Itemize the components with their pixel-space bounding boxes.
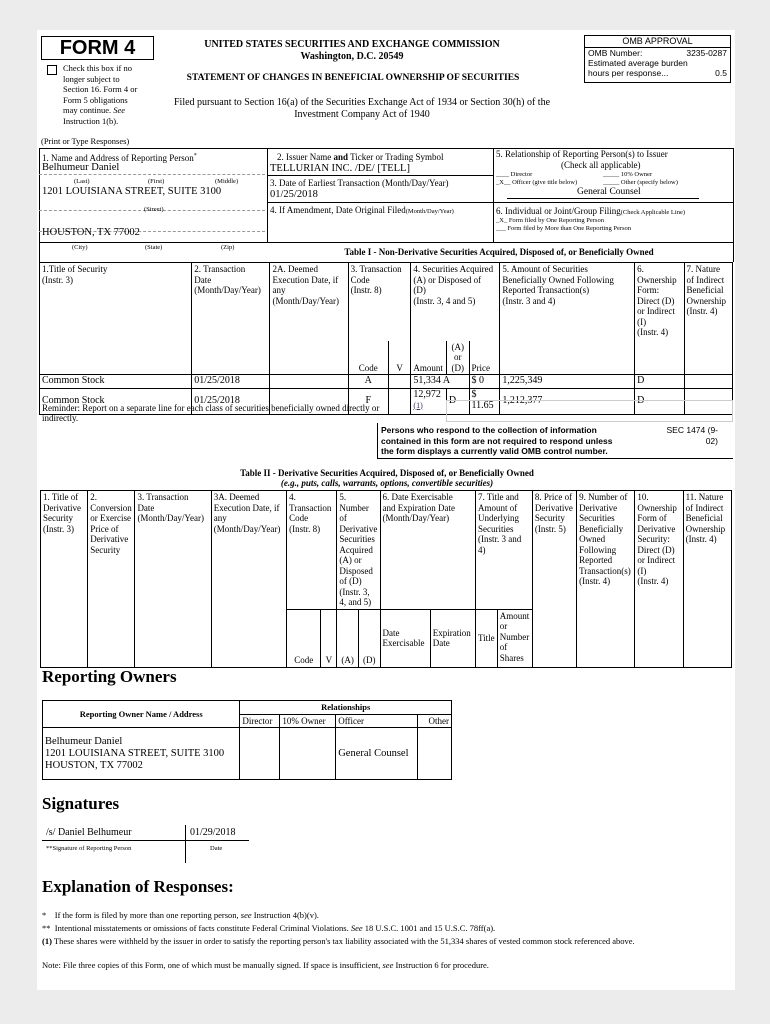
persons-notice: Persons who respond to the collection of information contained in this form are not required to respond unless the form displays a currently valid OMB control number. [381, 425, 613, 456]
form-title-box [41, 36, 154, 60]
first-label: (First) [148, 178, 165, 185]
t1-r2-owned[interactable]: 1,212,377 [500, 389, 635, 415]
t1-r1-form[interactable]: D [635, 375, 684, 389]
footnote-1-link[interactable]: (1) [413, 400, 423, 410]
print-type-note: (Print or Type Responses) [41, 136, 130, 146]
t2-sub-exp: Expiration Date [430, 609, 475, 667]
t2-h3: 3. Transaction Date (Month/Day/Year) [135, 491, 211, 668]
t1-sub-code: Code [348, 341, 388, 375]
t2-h1: 1. Title of Derivative Security (Instr. 3) [41, 491, 88, 668]
t1-r2-aord[interactable]: D [446, 389, 469, 415]
ro-name-col: Reporting Owner Name / Address [43, 701, 240, 728]
t2-sub-amount: Amount or Number of Shares [497, 609, 532, 667]
t1-h2: 2. Transaction Date (Month/Day/Year) [192, 263, 270, 375]
rel-10pct-owner: _____ 10% Owner [603, 171, 653, 178]
omb-number-row: OMB Number: 3235-0287 [588, 48, 727, 58]
reporting-person-name[interactable]: Belhumeur Daniel [42, 162, 120, 173]
table-row [43, 728, 452, 780]
ro-header-row [43, 701, 452, 715]
t2-h7: 7. Title and Amount of Underlying Securities (Instr. 3 and 4) [475, 491, 532, 610]
explanation-heading: Explanation of Responses: [42, 877, 234, 896]
relationship-sub: (Check all applicable) [561, 160, 641, 170]
t2-sub-code: Code [287, 609, 321, 667]
t1-r1-amount-cell[interactable]: 51,334 A [411, 375, 469, 389]
individual-filing-label: 6. Individual or Joint/Group Filing(Check Applicable Line) [496, 206, 686, 216]
signature-label: **Signature of Reporting Person [46, 845, 132, 852]
t2-sub-title: Title [475, 609, 497, 667]
ro-relationships: Relationships [240, 701, 452, 715]
t2-h5: 5. Number of Derivative Securities Acquired (A) or Disposed of (D) (Instr. 3, 4, and 5) [337, 491, 380, 610]
zip-label: (Zip) [221, 244, 235, 251]
t1-sub-aord: (A) or (D) [446, 341, 469, 375]
explanation-footnote-1: (1) These shares were withheld by the issuer in order to satisfy the reporting person's tax liability associated with the 51,334 shares of vested common stock referenced above. [42, 936, 635, 946]
t2-h11: 11. Nature of Indirect Beneficial Ownership (Instr. 4) [683, 491, 731, 668]
t2-h10: 10. Ownership Form of Derivative Security: Direct (D) or Indirect (I) (Instr. 4) [635, 491, 683, 668]
street-label: (Street) [144, 206, 164, 213]
reminder-line1: Reminder: Report on a separate line for each class of securities beneficially owned directly or [42, 403, 380, 413]
form-page [37, 30, 735, 990]
table2-subtitle: (e.g., puts, calls, warrants, options, convertible securities) [280, 478, 494, 488]
signature-date-label: Date [210, 845, 223, 852]
filed-pursuant-line1: Filed pursuant to Section 16(a) of the Securities Exchange Act of 1934 or Section 30(h) of the [173, 97, 551, 108]
signature-value[interactable]: /s/ Daniel Belhumeur [46, 827, 132, 838]
t1-h7: 7. Nature of Indirect Beneficial Ownership (Instr. 4) [684, 263, 732, 375]
t1-h5: 5. Amount of Securities Beneficially Owned Following Reported Transaction(s) (Instr. 3 and 4) [500, 263, 635, 375]
omb-burden-label: Estimated average burden [588, 58, 688, 68]
filing-one-person: _X_ Form filed by One Reporting Person [496, 217, 604, 224]
issuer-name[interactable]: TELLURIAN INC. /DE/ [TELL] [270, 163, 410, 174]
checkbox-instructions: Check this box if no longer subject to Section 16. Form 4 or Form 5 obligations may continue. See Instruction 1(b). [63, 63, 138, 126]
t1-r1-deemed[interactable] [270, 375, 348, 389]
t1-r1-nature[interactable] [684, 375, 732, 389]
omb-hours-row: hours per response... 0.5 [588, 68, 727, 78]
reporting-person-address[interactable]: 1201 LOUISIANA STREET, SUITE 3100 [42, 186, 222, 197]
table-row [40, 375, 733, 389]
t2-h6: 6. Date Exercisable and Expiration Date (Month/Day/Year) [380, 491, 475, 610]
t1-r1-code[interactable]: A [348, 375, 388, 389]
t2-h3a: 3A. Deemed Execution Date, if any (Month/Day/Year) [211, 491, 286, 668]
reminder-box [446, 400, 733, 422]
t1-sub-amount: Amount [411, 341, 447, 375]
middle-label: (Middle) [215, 178, 239, 185]
earliest-date-label: 3. Date of Earliest Transaction (Month/Day/Year) [270, 178, 449, 188]
city-label: (City) [72, 244, 88, 251]
omb-title: OMB APPROVAL [585, 36, 730, 48]
t1-h4: 4. Securities Acquired (A) or Disposed of (D) (Instr. 3, 4 and 5) [411, 263, 500, 341]
ro-other-col: Other [418, 714, 452, 728]
ro-director-col: Director [240, 714, 280, 728]
ro-director-value [240, 728, 280, 780]
t1-h1: 1.Title of Security (Instr. 3) [40, 263, 192, 375]
explanation-line-doublestar: ** Intentional misstatements or omissions of facts constitute Federal Criminal Violations. See 18 U.S.C. 1001 and 15 U.S.C. 78ff(a). [42, 923, 496, 933]
relationship-label: 5. Relationship of Reporting Person(s) to Issuer [496, 149, 668, 159]
t2-h4: 4. Transaction Code (Instr. 8) [287, 491, 337, 610]
t1-r2-amount[interactable]: 12,972 (1) [411, 389, 447, 415]
t1-r2-title[interactable]: Common Stock [40, 389, 192, 415]
table2-header-row [41, 491, 732, 610]
issuer-label: 2. Issuer Name and Ticker or Trading Symbol [277, 152, 444, 162]
last-label: (Last) [74, 178, 90, 185]
state-label: (State) [145, 244, 163, 251]
t1-r2-date[interactable]: 01/25/2018 [192, 389, 270, 415]
table1-title: Table I - Non-Derivative Securities Acquired, Disposed of, or Beneficially Owned [344, 247, 654, 257]
t1-sub-price: Price [469, 341, 500, 375]
earliest-date[interactable]: 01/25/2018 [270, 189, 318, 200]
t1-r1-price[interactable]: $ 0 [469, 375, 500, 389]
filing-multiple-persons: ___ Form filed by More than One Reporting Person [496, 225, 632, 232]
no-longer-subject-checkbox[interactable] [47, 65, 57, 75]
reporting-owners-heading: Reporting Owners [42, 667, 177, 686]
rel-officer: _X__ Officer (give title below) [496, 179, 578, 186]
statement-title: STATEMENT OF CHANGES IN BENEFICIAL OWNERSHIP OF SECURITIES [186, 73, 520, 83]
table2 [40, 490, 732, 668]
t1-r1-title[interactable]: Common Stock [40, 375, 192, 389]
t2-sub-d: (D) [358, 609, 380, 667]
t1-h2a: 2A. Deemed Execution Date, if any (Month/Day/Year) [270, 263, 348, 375]
agency-city: Washington, D.C. 20549 [300, 51, 404, 62]
t1-h3: 3. Transaction Code (Instr. 8) [348, 263, 411, 341]
signature-date[interactable]: 01/29/2018 [190, 827, 236, 838]
t2-sub-date-ex: Date Exercisable [380, 609, 430, 667]
ro-other-value [418, 728, 452, 780]
t2-h9: 9. Number of Derivative Securities Beneficially Owned Following Reported Transaction(s) (Instr. 4) [577, 491, 635, 668]
t1-sub-v: V [388, 341, 411, 375]
omb-approval-box [584, 35, 731, 83]
t2-sub-a: (A) [337, 609, 359, 667]
filed-pursuant-line2: Investment Company Act of 1940 [294, 109, 430, 120]
amendment-label: 4. If Amendment, Date Original Filed(Month/Day/Year) [270, 205, 454, 215]
agency-name: UNITED STATES SECURITIES AND EXCHANGE COMMISSION [204, 39, 500, 50]
t1-r2-form[interactable]: D [635, 389, 684, 415]
reporting-person-city[interactable]: HOUSTON, TX 77002 [42, 227, 140, 238]
t1-h6: 6. Ownership Form: Direct (D) or Indirect (I) (Instr. 4) [635, 263, 684, 375]
reminder-line2: indirectly. [42, 413, 79, 423]
ro-10pct-col: 10% Owner [280, 714, 336, 728]
form-title: FORM 4 [59, 37, 136, 59]
explanation-line-star: * If the form is filed by more than one reporting person, see Instruction 4(b)(v). [42, 910, 319, 920]
t1-r1-v[interactable] [388, 375, 411, 389]
name-label: 1. Name and Address of Reporting Person* [42, 153, 197, 163]
ro-officer-value[interactable]: General Counsel [336, 728, 418, 780]
t1-r2-price[interactable]: $ 11.65 [469, 389, 500, 415]
t1-r2-v[interactable] [388, 389, 411, 415]
table1 [39, 262, 733, 415]
ro-10pct-value [280, 728, 336, 780]
t2-sub-v: V [321, 609, 337, 667]
table2-title: Table II - Derivative Securities Acquired, Disposed of, or Beneficially Owned [240, 468, 534, 478]
table1-header-row [40, 263, 733, 341]
reporting-owners-table [42, 700, 452, 780]
t2-h8: 8. Price of Derivative Security (Instr. 5) [532, 491, 576, 668]
t1-r2-code[interactable]: F [348, 389, 388, 415]
signatures-heading: Signatures [42, 794, 120, 813]
t1-r1-date[interactable]: 01/25/2018 [192, 375, 270, 389]
filing-note: Note: File three copies of this Form, one of which must be manually signed. If space is insufficient, see Instruction 6 for procedure. [42, 960, 489, 970]
ro-owner-address[interactable]: Belhumeur Daniel 1201 LOUISIANA STREET, SUITE 3100 HOUSTON, TX 77002 [43, 728, 240, 780]
t1-r1-owned[interactable]: 1,225,349 [500, 375, 635, 389]
rel-other: _____ Other (specify below) [603, 179, 678, 186]
officer-title[interactable]: General Counsel [577, 187, 641, 197]
sec-form-number: SEC 1474 (9- 02) [666, 425, 718, 446]
ro-officer-col: Officer [336, 714, 418, 728]
t2-h2: 2. Conversion or Exercise Price of Derivative Security [88, 491, 135, 668]
rel-director: ____ Director [496, 171, 533, 178]
